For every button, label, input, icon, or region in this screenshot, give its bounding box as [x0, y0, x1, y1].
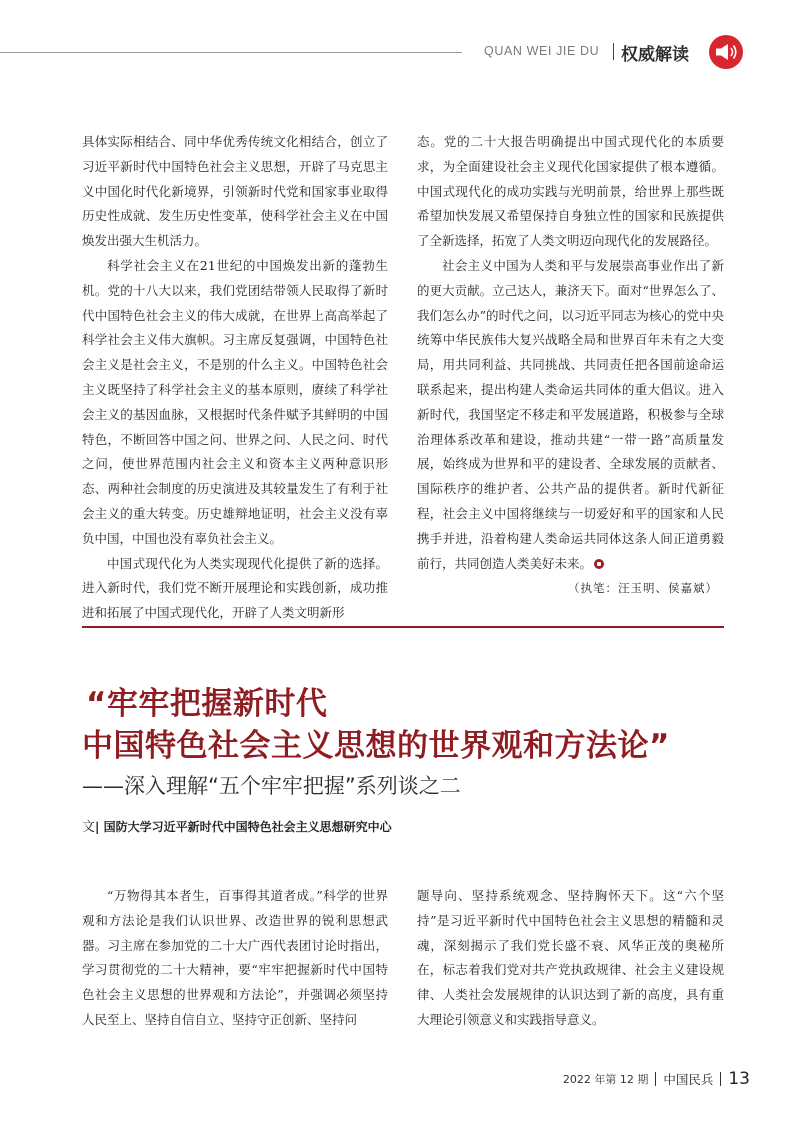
top-article-right-column — [417, 130, 724, 601]
megaphone-icon — [709, 35, 743, 69]
paragraph: 态。党的二十大报告明确提出中国式现代化的本质要求，为全面建设社会主义现代化国家提供了根本遵循。中国式现代化的成功实践与光明前景，给世界上那些既希望加快发展又希望保持自身独立性的国家和民族提供了全新选择，拓宽了人类文明迈向现代化的发展路径。 — [417, 134, 724, 249]
article-subtitle: ——深入理解“五个牢牢把握”系列谈之二 — [82, 774, 461, 798]
paragraph: “万物得其本者生，百事得其道者成。”科学的世界观和方法论是我们认识世界、改造世界的锐利思想武器。习主席在参加党的二十大广西代表团讨论时指出，学习贯彻党的二十大精神，要“牢牢把握新时代中国特色社会主义思想的世界观和方法论”，并强调必须坚持人民至上、坚持自信自立、坚持守正创新、坚持问 — [82, 888, 388, 1027]
page-footer — [563, 1069, 750, 1089]
byline — [82, 816, 392, 835]
paragraph: 具体实际相结合、同中华优秀传统文化相结合，创立了习近平新时代中国特色社会主义思想，开辟了马克思主义中国化时代化新境界，引领新时代党和国家事业取得历史性成就、发生历史性变革，使科学社会主义在中国焕发出强大生机活力。 — [82, 134, 388, 249]
article-right-column — [417, 884, 724, 1033]
section-name: 权威解读 — [621, 45, 689, 65]
article-title-line-2: 中国特色社会主义思想的世界观和方法论” — [82, 728, 670, 764]
article-divider — [82, 626, 724, 628]
paragraph: 中国式现代化为人类实现现代化提供了新的选择。进入新时代，我们党不断开展理论和实践创新，成功推进和拓展了中国式现代化，开辟了人类文明新形 — [82, 555, 388, 621]
header-rule — [0, 52, 462, 53]
footer-separator — [655, 1072, 656, 1086]
paragraph-text: 社会主义中国为人类和平与发展崇高事业作出了新的更大贡献。立己达人，兼济天下。面对“世界怎么了、我们怎么办”的时代之问，以习近平同志为核心的党中央统筹中华民族伟大复兴战略全局和世界百年未有之大变局，用共同利益、共同挑战、共同责任把各国前途命运联系起来，提出构建人类命运共同体的重大倡议。进入新时代，我国坚定不移走和平发展道路，积极参与全球治理体系改革和建设，推动共建“一带一路”高质量发展，始终成为世界和平的建设者、全球发展的贡献者、国际秩序的维护者、公共产品的提供者。新时代新征程，社会主义中国将继续与一切爱好和平的国家和人民携手并进，沿着构建人类命运共同体这条人间正道勇毅前行，共同创造人类美好未来。 — [417, 257, 724, 571]
paragraph — [417, 254, 724, 576]
article-title-line-1: “牢牢把握新时代 — [86, 686, 328, 722]
top-article-left-column — [82, 130, 388, 626]
issue-number: 2022 年第 12 期 — [562, 1073, 649, 1086]
paragraph: 题导向、坚持系统观念、坚持胸怀天下。这“六个坚持”是习近平新时代中国特色社会主义思想的精髓和灵魂，深刻揭示了我们党长盛不衰、风华正茂的奥秘所在，标志着我们党对共产党执政规律、社会主义建设规律、人类社会发展规律的认识达到了新的高度，具有重大理论引领意义和实践指导意义。 — [417, 888, 724, 1027]
article-left-column — [82, 884, 388, 1033]
end-mark-icon — [594, 559, 604, 569]
header-separator — [613, 43, 614, 60]
byline-organization: | 国防大学习近平新时代中国特色社会主义思想研究中心 — [95, 820, 392, 834]
author-note: （执笔：汪玉明、侯嘉斌） — [568, 581, 718, 596]
footer-separator — [720, 1072, 721, 1086]
section-name-pinyin: QUAN WEI JIE DU — [484, 44, 600, 58]
magazine-name: 中国民兵 — [663, 1072, 714, 1087]
byline-prefix: 文 — [82, 820, 96, 835]
paragraph: 科学社会主义在21世纪的中国焕发出新的蓬勃生机。党的十八大以来，我们党团结带领人民取得了新时代中国特色社会主义的伟大成就，在世界上高高举起了科学社会主义伟大旗帜。习主席反复强调，中国特色社会主义是社会主义，不是别的什么主义。中国特色社会主义既坚持了科学社会主义的基本原则，赓续了科学社会主义的基因血脉，又根据时代条件赋予其鲜明的中国特色，不断回答中国之问、世界之问、人民之问、时代之问，使世界范围内社会主义和资本主义两种意识形态、两种社会制度的历史演进及其较量发生了有利于社会主义的重大转变。历史雄辩地证明，社会主义没有辜负中国，中国也没有辜负社会主义。 — [82, 257, 388, 546]
page-number: 13 — [728, 1069, 750, 1089]
